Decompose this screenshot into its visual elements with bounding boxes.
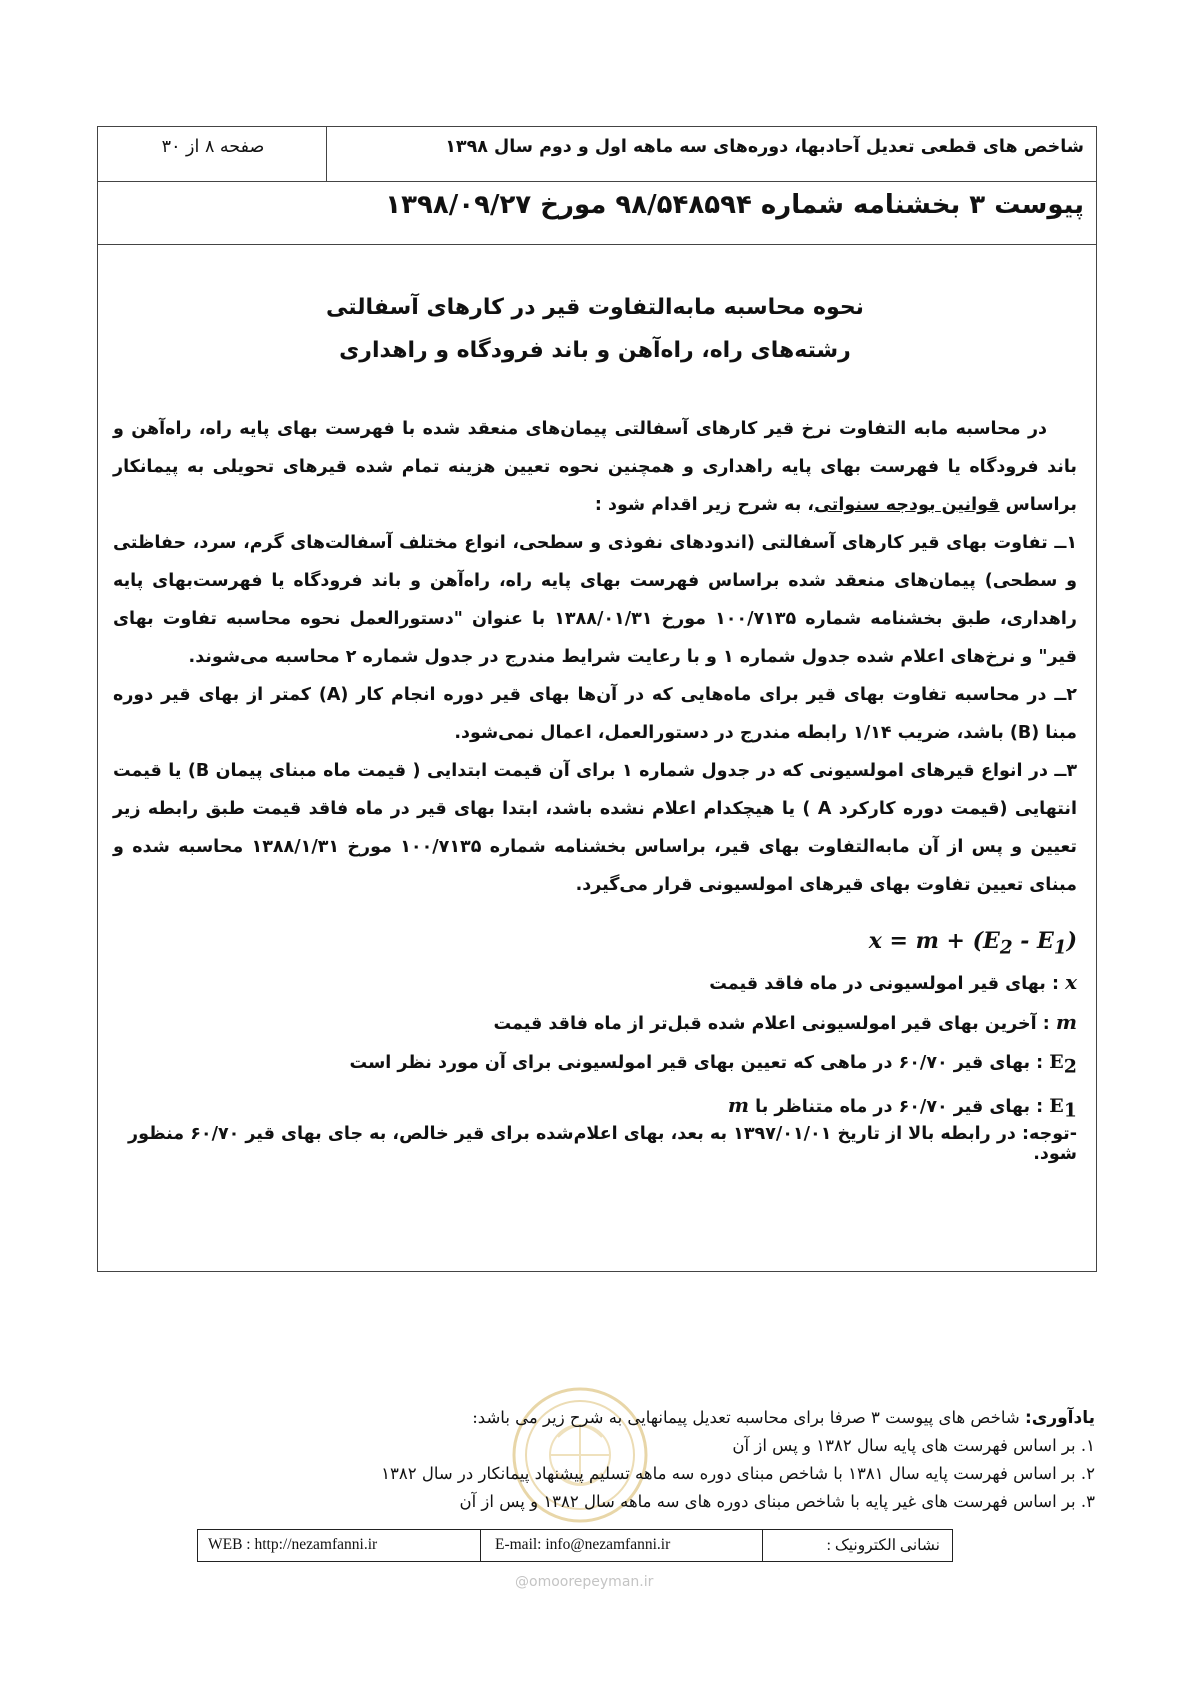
def-sub: 1 — [1063, 1099, 1077, 1121]
item-2: ۲ــ در محاسبه تفاوت بهای قیر برای ماه‌هایی که در آن‌ها بهای قیر دوره انجام کار (A) کمتر از بهای قیر دوره مبنا (B) باشد، ضریب ۱/۱۴ رابطه مندرج در دستورالعمل، اعمال نمی‌شود. — [113, 685, 1077, 743]
reminder-text: شاخص های پیوست ۳ صرفا برای محاسبه تعدیل پیمانهایی به شرح زیر می باشد: — [472, 1408, 1025, 1427]
watermark-text: @omoorepeyman.ir — [515, 1574, 654, 1590]
def-text: : بهای قیر ۶۰/۷۰ در ماهی که تعیین بهای قیر امولسیونی برای آن مورد نظر است — [349, 1053, 1050, 1073]
item-3: ۳ــ در انواع قیرهای امولسیونی که در جدول شماره ۱ برای آن قیمت ابتدایی ( قیمت ماه مبنای پیمان B) یا قیمت انتهایی (قیمت دوره کارکرد A ) یا هیچکدام اعلام نشده باشد، ابتدا بهای قیر در ماه فاقد قیمت طبق رابطه زیر تعیین و پس از آن مابه‌التفاوت بهای قیر، براساس بخشنامه شماره ۱۰۰/۷۱۳۵ مورخ ۱۳۸۸/۱/۳۱ محاسبه شده و مبنای تعیین تفاوت بهای قیرهای امولسیونی قرار می‌گیرد. — [113, 761, 1078, 895]
def-symbol: E — [1049, 1094, 1064, 1117]
intro-underlined: قوانین بودجه سنواتی — [814, 495, 1000, 515]
intro-paragraph — [113, 410, 1077, 524]
formula-sub2: 2 — [999, 937, 1013, 959]
header-row — [98, 127, 1096, 182]
doc-title-line2: رشته‌های راه، راه‌آهن و باند فرودگاه و راهداری — [339, 338, 851, 363]
item-1: ۱ــ تفاوت بهای قیر کارهای آسفالتی (اندودهای نفوذی و سطحی، انواع مختلف آسفالت‌های گرم، سرد، حفاظتی و سطحی) پیمان‌های منعقد شده براساس فهرست بهای پایه راه، راه‌آهن و باند فرودگاه یا فهرست‌بهای پایه راهداری، طبق بخشنامه شماره ۱۰۰/۷۱۳۵ مورخ ۱۳۸۸/۰۱/۳۱ با عنوان "دستورالعمل نحوه محاسبه تفاوت بهای قیر" و نرخ‌های اعلام شده جدول شماره ۱ و با رعایت شرایط مندرج در جدول شماره ۲ محاسبه می‌شوند. — [113, 533, 1077, 667]
def-x — [113, 963, 1077, 1003]
web-link[interactable]: WEB : http://nezamfanni.ir — [208, 1536, 378, 1553]
def-symbol: x — [1065, 970, 1077, 994]
def-text: : بهای قیر ۶۰/۷۰ در ماه متناظر با — [749, 1096, 1050, 1117]
body-text — [113, 410, 1077, 904]
def-e2 — [113, 1043, 1077, 1086]
annex-title: پیوست ۳ بخشنامه شماره ۹۸/۵۴۸۵۹۴ مورخ ۱۳۹۸/۰۹/۲۷ — [98, 182, 1096, 245]
reminder-label: یادآوری: — [1024, 1408, 1095, 1428]
intro-text-b: ، به شرح زیر اقدام شود : — [594, 495, 815, 515]
page-number: صفحه ۸ از ۳۰ — [161, 137, 265, 157]
def-e1 — [113, 1086, 1077, 1130]
formula-mid: - E — [1012, 928, 1054, 954]
def-m — [113, 1003, 1077, 1043]
def-text: : بهای قیر امولسیونی در ماه فاقد قیمت — [709, 974, 1066, 994]
formula — [869, 928, 1077, 958]
formula-lhs: x = m + (E — [868, 928, 1000, 954]
note: -توجه: در رابطه بالا از تاریخ ۱۳۹۷/۰۱/۰۱ به بعد، بهای اعلام‌شده برای قیر خالص، به جای بهای قیر ۶۰/۷۰ منظور شود. — [128, 1124, 1077, 1164]
reminder-item: ۳. بر اساس فهرست های غیر پایه با شاخص مبنای دوره های سه ماهه سال ۱۳۸۲ و پس از آن — [459, 1492, 1095, 1511]
doc-title-line1: نحوه محاسبه مابه‌التفاوت قیر در کارهای آسفالتی — [326, 295, 864, 320]
contact-label: نشانی الکترونیک : — [762, 1530, 952, 1561]
def-tail: m — [727, 1092, 750, 1117]
contact-table — [197, 1529, 953, 1562]
email-link[interactable]: E-mail: info@nezamfanni.ir — [480, 1530, 764, 1561]
reminder-line — [190, 1404, 1095, 1432]
def-sub: 2 — [1063, 1055, 1077, 1078]
header-subject: شاخص های قطعی تعدیل آحادبها، دوره‌های سه ماهه اول و دوم سال ۱۳۹۸ — [326, 127, 1096, 181]
formula-end: ) — [1066, 928, 1077, 954]
reminder-item: ۲. بر اساس فهرست پایه سال ۱۳۸۱ با شاخص مبنای دوره سه ماهه تسلیم پیشنهاد پیمانکار در سال ۱۳۸۲ — [381, 1464, 1095, 1483]
def-text: : آخرین بهای قیر امولسیونی اعلام شده قبل‌تر از ماه فاقد قیمت — [493, 1014, 1056, 1034]
formula-sub1: 1 — [1053, 937, 1067, 959]
reminder-item: ۱. بر اساس فهرست های پایه سال ۱۳۸۲ و پس از آن — [732, 1436, 1095, 1455]
definitions — [113, 963, 1077, 1129]
reminder — [190, 1404, 1095, 1516]
intro-text-a: در محاسبه مابه التفاوت نرخ قیر کارهای آسفالتی پیمان‌های منعقد شده با فهرست بهای پایه راه، راه‌آهن و باند فرودگاه یا فهرست بهای پایه راهداری و همچنین نحوه تعیین هزینه تمام شده قیرهای تحویلی به پیمانکار براساس — [113, 419, 1077, 515]
def-symbol: m — [1055, 1010, 1077, 1034]
def-symbol: E — [1049, 1051, 1064, 1073]
